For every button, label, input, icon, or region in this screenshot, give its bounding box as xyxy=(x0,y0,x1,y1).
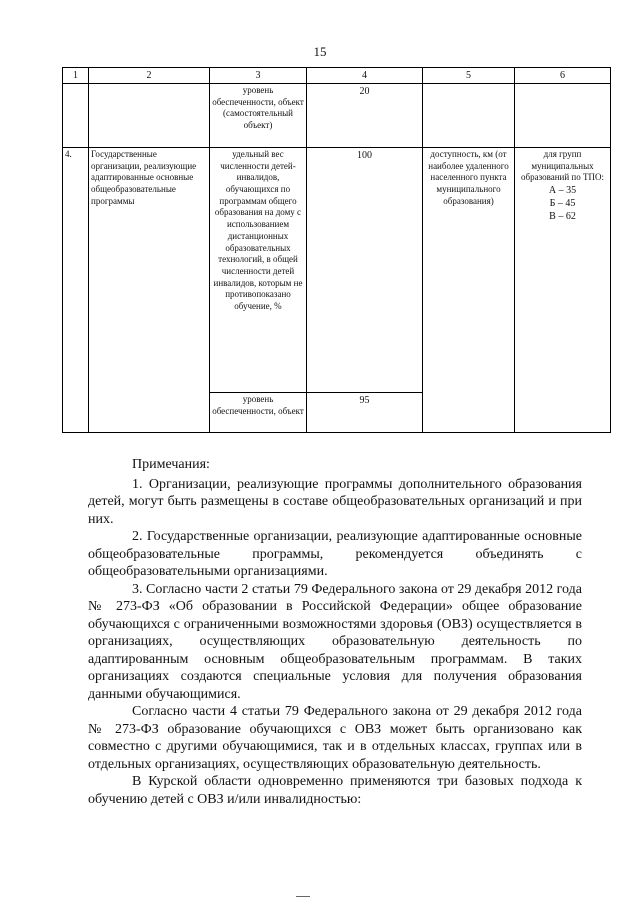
table-cell xyxy=(515,84,611,148)
table-cell xyxy=(63,84,89,148)
table-row xyxy=(63,84,611,148)
header-cell: 5 xyxy=(423,68,515,84)
header-cell: 1 xyxy=(63,68,89,84)
group-b-value: Б – 45 xyxy=(549,198,576,210)
value-cell: 100 xyxy=(307,148,423,393)
header-cell: 6 xyxy=(515,68,611,84)
bottom-scan-mark xyxy=(296,896,310,897)
header-cell: 2 xyxy=(89,68,210,84)
accessibility-cell: доступность, км (от наиболее удаленного населенного пункта муниципального образования) xyxy=(423,148,515,433)
indicator-cell: удельный вес численности детей-инвалидов, обучающихся по программам общего образования на дому с использованием дистанционных образовательных технологий, в общей численности детей инвалидов, которым не противопоказано обучение, % xyxy=(210,148,307,393)
table-row xyxy=(63,148,611,393)
table-cell xyxy=(89,84,210,148)
notes-heading: Примечания: xyxy=(132,457,210,472)
row-number-cell: 4. xyxy=(63,148,89,433)
note-paragraph-2: 2. Государственные организации, реализующие адаптированные основные общеобразовательные программы, рекомендуется объединять с общеобразовательными организациями. xyxy=(88,529,582,579)
note-paragraph-4: Согласно части 4 статьи 79 Федерального закона от 29 декабря 2012 года № 273-ФЗ образование обучающихся с ОВЗ может быть организовано как совместно с другими обучающимися, так и в отдельных классах, группах или в отдельных организациях, осуществляющих образовательную деятельность. xyxy=(88,704,582,772)
table-cell xyxy=(423,84,515,148)
note-paragraph-5: В Курской области одновременно применяются три базовых подхода к обучению детей с ОВЗ и/или инвалидностью: xyxy=(88,774,582,807)
group-a-value: А – 35 xyxy=(548,185,577,197)
header-cell: 3 xyxy=(210,68,307,84)
page-number: 15 xyxy=(313,44,327,59)
note-paragraph-3: 3. Согласно части 2 статьи 79 Федерального закона от 29 декабря 2012 года № 273-ФЗ «Об образовании в Российской Федерации» общее образование обучающихся с ограниченными возможностями здоровья (ОВЗ) осуществляется в организациях, осуществляющих образовательную деятельность по адаптированным основным общеобразовательным программам. В таких организациях создаются специальные условия для получения образования данными обучающимися. xyxy=(88,581,582,702)
organization-cell: Государственные организации, реализующие адаптированные основные общеобразовательные программы xyxy=(89,148,210,433)
note-paragraph-1: 1. Организации, реализующие программы дополнительного образования детей, могут быть размещены в составе общеобразовательных организаций и при них. xyxy=(88,476,582,527)
header-cell: 4 xyxy=(307,68,423,84)
indicator-cell: уровень обеспеченности, объект (самостоятельный объект) xyxy=(210,84,307,148)
notes-section xyxy=(88,456,582,808)
value-cell: 20 xyxy=(307,84,423,148)
indicator-cell: уровень обеспеченности, объект xyxy=(210,393,307,433)
groups-label: для групп муниципальных образований по ТПО: xyxy=(521,149,604,183)
value-cell: 95 xyxy=(307,393,423,433)
table-header-row xyxy=(63,68,611,84)
standards-table xyxy=(62,67,611,433)
groups-cell xyxy=(515,148,611,433)
group-c-value: В – 62 xyxy=(549,211,576,223)
